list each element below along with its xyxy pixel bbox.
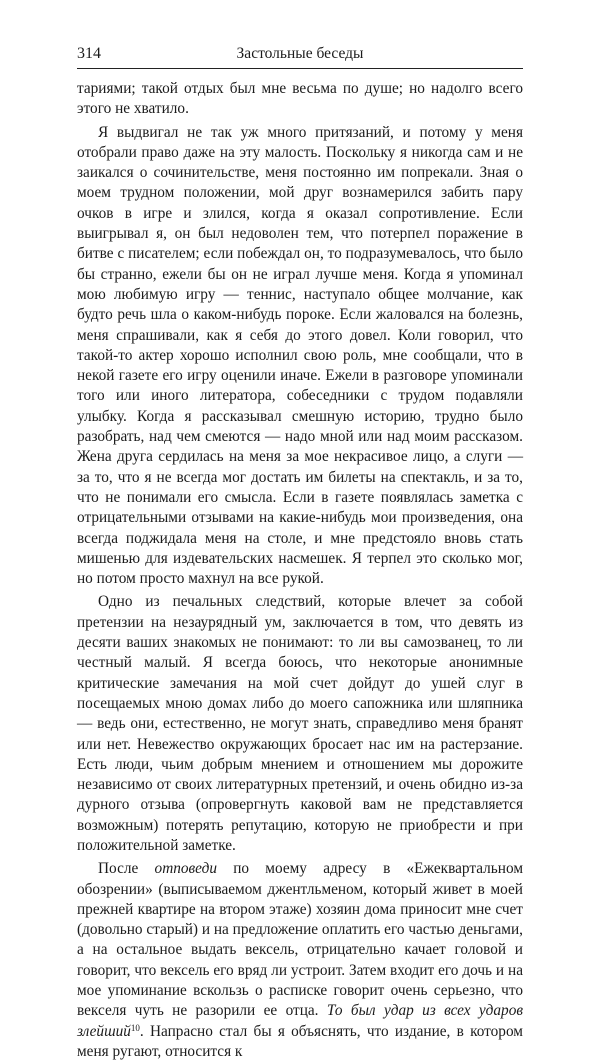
paragraph-2: Я выдвигал не так уж много притязаний, и потому у меня отобрали право даже на эту малость. Поскольку я никогда сам и не заикался о сочинительстве, меня постоянно им попрекали. Зная о моем трудном положении, мой друг вознамерился забить пару очков в игре и злился, когда я оказал сопротивление. Если выигрывал я, он был недоволен тем, что потерпел поражение в битве с писателем; если побеждал он, то подразумевалось, что было бы странно, ежели бы он не играл лучше меня. Когда я упоминал мою любимую игру — теннис, наступало общее молчание, как будто речь шла о каком-нибудь пороке. Если жаловался на болезнь, меня спрашивали, как я себя до этого довел. Коли говорил, что такой-то актер хорошо исполнил свою роль, мне сообщали, что в некой газете его игру оценили иначе. Ежели в разговоре упоминали того или иного литератора, собеседники с трудом подавляли улыбку. Когда я рассказывал смешную историю, трудно было разобрать, над чем смеются — надо мной или над моим рассказом. Жена друга сердилась на меня за мое некрасивое лицо, а слуги — за то, что я не всегда мог достать им билеты на спектакль, и за то, что не понимали его смысла. Если в газете появлялась заметка с отрицательными отзывами на какие-нибудь мои произведения, она всегда поджидала меня на столе, и мне предстояло вновь стать мишенью для издевательских насмешек. Я терпел это сколько мог, но потом просто махнул на все рукой. <box>77 123 523 588</box>
paragraph-4-text-c: . Напрасно стал бы я объяснять, что издание, в котором меня ругают, относится к <box>77 1022 523 1060</box>
footnote-marker[interactable]: 10 <box>130 1022 140 1033</box>
header-rule <box>77 68 523 69</box>
paragraph-4-text-a: После <box>98 860 155 878</box>
paragraph-4 <box>77 859 523 1062</box>
page-header <box>77 45 523 67</box>
italic-quotation: То был удар из всех ударов злейший <box>77 1002 523 1040</box>
paragraph-1: тариями; такой отдых был мне весьма по душе; но надолго всего этого не хватило. <box>77 80 523 118</box>
italic-phrase-rebuke: отповеди <box>154 860 217 878</box>
paragraph-4-text-b: по моему адресу в «Ежеквартальном обозрении» (выписываемом джентльменом, который живет в моей прежней квартире на втором этаже) хозяин дома приносит мне счет (довольно старый) и на предложение оплатить его частью деньгами, а на остальное выдать вексель, отрицательно качает головой и говорит, что вексель его вряд ли устроит. Затем входит его дочь и на мое упоминание вскользь о расписке говорит очень серьезно, что векселя чуть не разорили ее отца. <box>77 860 523 1020</box>
running-title: Застольные беседы <box>236 45 364 62</box>
book-page <box>77 0 523 1060</box>
body-text <box>77 79 523 1062</box>
paragraph-3: Одно из печальных следствий, которые влечет за собой претензии на незаурядный ум, заключается в том, что девять из десяти ваших знакомых не понимают: то ли вы самозванец, то ли честный малый. Я всегда боюсь, что некоторые анонимные критические замечания на мой счет дойдут до ушей слуг в посещаемых мною домах либо до моего сапожника или шляпника — ведь они, естественно, не могут знать, справедливо меня бранят или нет. Невежество окружающих бросает нас им на растерзание. Есть люди, чьим добрым мнением и отношением мы дорожите независимо от своих литературных претензий, и очень обидно из-за дурного отзыва (опровергнуть каковой вам не представляется возможным) потерять репутацию, которую не приобрести и при положительной заметке. <box>77 593 523 854</box>
page-number: 314 <box>77 45 101 62</box>
